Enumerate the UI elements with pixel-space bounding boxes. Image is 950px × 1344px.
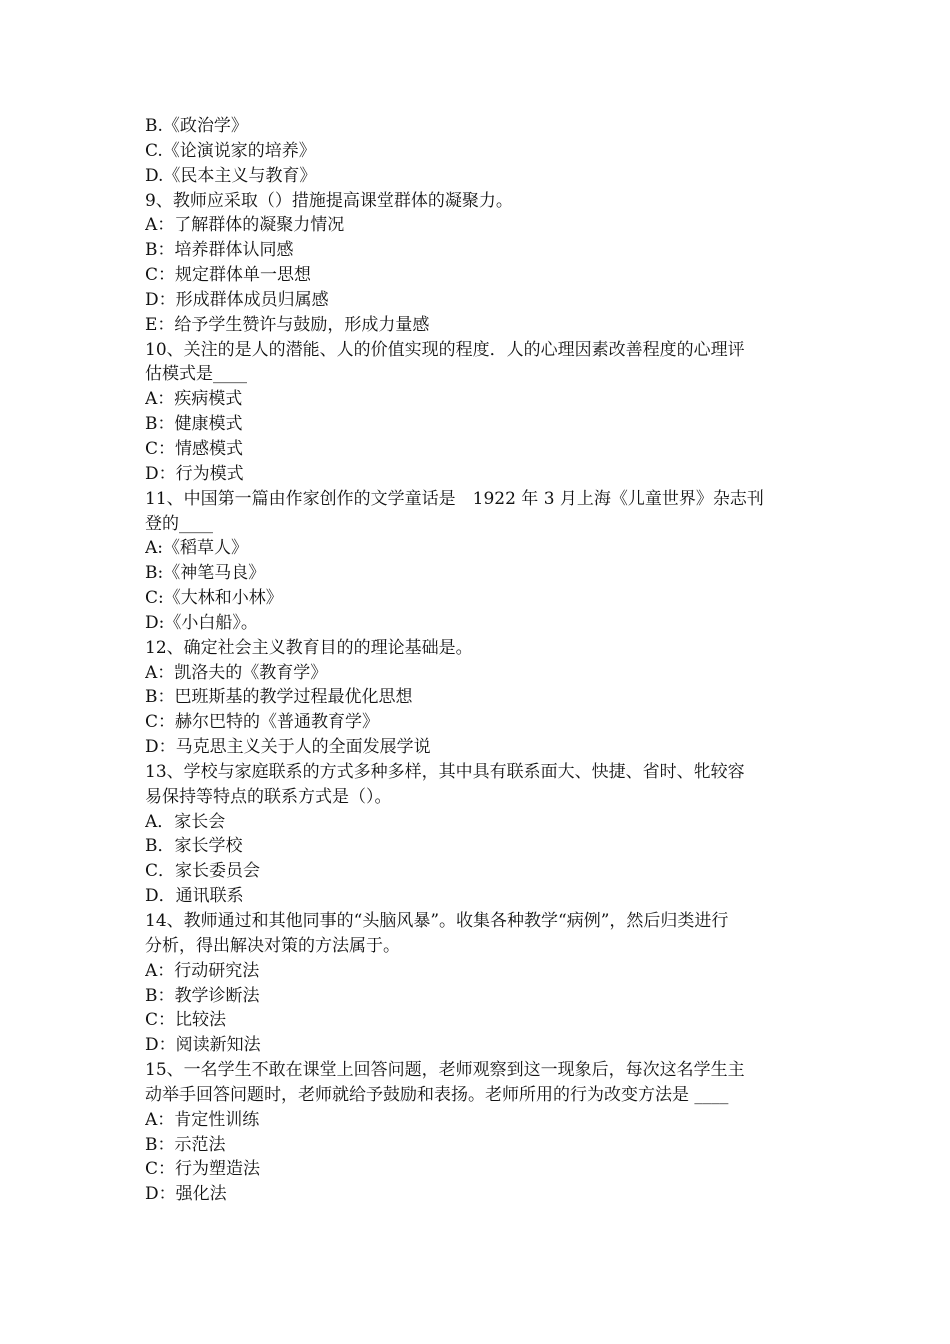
question-stem: 登的____ [145, 513, 213, 534]
question-stem: 分析，得出解决对策的方法属于。 [145, 935, 400, 956]
question-13 [145, 760, 810, 909]
option-line: D：阅读新知法 [145, 1035, 261, 1056]
option-line: B：示范法 [145, 1134, 226, 1155]
question-12 [145, 636, 810, 760]
question-10 [145, 338, 810, 487]
option-line: D．通讯联系 [145, 886, 244, 907]
option-line: C:《大林和小林》 [145, 588, 283, 609]
option-line: D：行为模式 [145, 463, 244, 484]
option-line: A：了解群体的凝聚力情况 [145, 215, 345, 236]
option-line: B．家长学校 [145, 836, 243, 857]
question-stem: 11、中国第一篇由作家创作的文学童话是 1922 年 3 月上海《儿童世界》杂志刊 [145, 488, 764, 509]
option-line: C：行为塑造法 [145, 1159, 261, 1180]
option-line: A：肯定性训练 [145, 1109, 260, 1130]
question-stem: 10、关注的是人的潜能、人的价值实现的程度．人的心理因素改善程度的心理评 [145, 339, 745, 360]
document-page [145, 114, 810, 1207]
option-line: A：行动研究法 [145, 960, 260, 981]
question-stem: 动举手回答问题时，老师就给予鼓励和表扬。老师所用的行为改变方法是 ____ [145, 1084, 729, 1105]
option-line: C．家长委员会 [145, 861, 261, 882]
option-line: B：培养群体认同感 [145, 240, 294, 261]
question-stem: 13、学校与家庭联系的方式多种多样，其中具有联系面大、快捷、省时、牝较容 [145, 761, 745, 782]
option-line: A:《稻草人》 [145, 538, 249, 559]
option-line: A：疾病模式 [145, 389, 243, 410]
option-line: C：情感模式 [145, 438, 244, 459]
question-stem: 15、一名学生不敢在课堂上回答问题，老师观察到这一现象后，每次这名学生主 [145, 1060, 745, 1081]
option-line: A．家长会 [145, 811, 226, 832]
question-15 [145, 1058, 810, 1207]
option-line: C：规定群体单一思想 [145, 265, 312, 286]
option-line: E：给予学生赞许与鼓励，形成力量感 [145, 314, 430, 335]
option-line: B:《神笔马良》 [145, 563, 266, 584]
option-line: C：赫尔巴特的《普通教育学》 [145, 712, 380, 733]
question-stem: 14、教师通过和其他同事的“头脑风暴”。收集各种教学“病例”，然后归类进行 [145, 911, 729, 931]
option-line: B.《政治学》 [145, 116, 248, 136]
option-line: D：马克思主义关于人的全面发展学说 [145, 737, 431, 758]
question-stem: 9、教师应采取（）措施提高课堂群体的凝聚力。 [145, 190, 513, 211]
option-line: A：凯洛夫的《教育学》 [145, 662, 328, 683]
question-stem: 易保持等特点的联系方式是（）。 [145, 786, 392, 807]
option-line: D:《小白船》。 [145, 612, 258, 633]
question-stem: 估模式是____ [145, 364, 247, 385]
question-11 [145, 487, 810, 636]
option-line: D：形成群体成员归属感 [145, 289, 329, 310]
question-stem: 12、确定社会主义教育目的的理论基础是。 [145, 637, 473, 658]
question-9 [145, 189, 810, 338]
option-line: C.《论演说家的培养》 [145, 140, 316, 161]
option-line: C：比较法 [145, 1010, 227, 1031]
option-line: B：巴班斯基的教学过程最优化思想 [145, 687, 413, 708]
option-line: B：健康模式 [145, 414, 243, 435]
option-line: D.《民本主义与教育》 [145, 165, 317, 186]
previous-question-options [145, 114, 810, 189]
option-line: B：教学诊断法 [145, 985, 260, 1006]
option-line: D：强化法 [145, 1184, 227, 1205]
question-14 [145, 909, 810, 1058]
